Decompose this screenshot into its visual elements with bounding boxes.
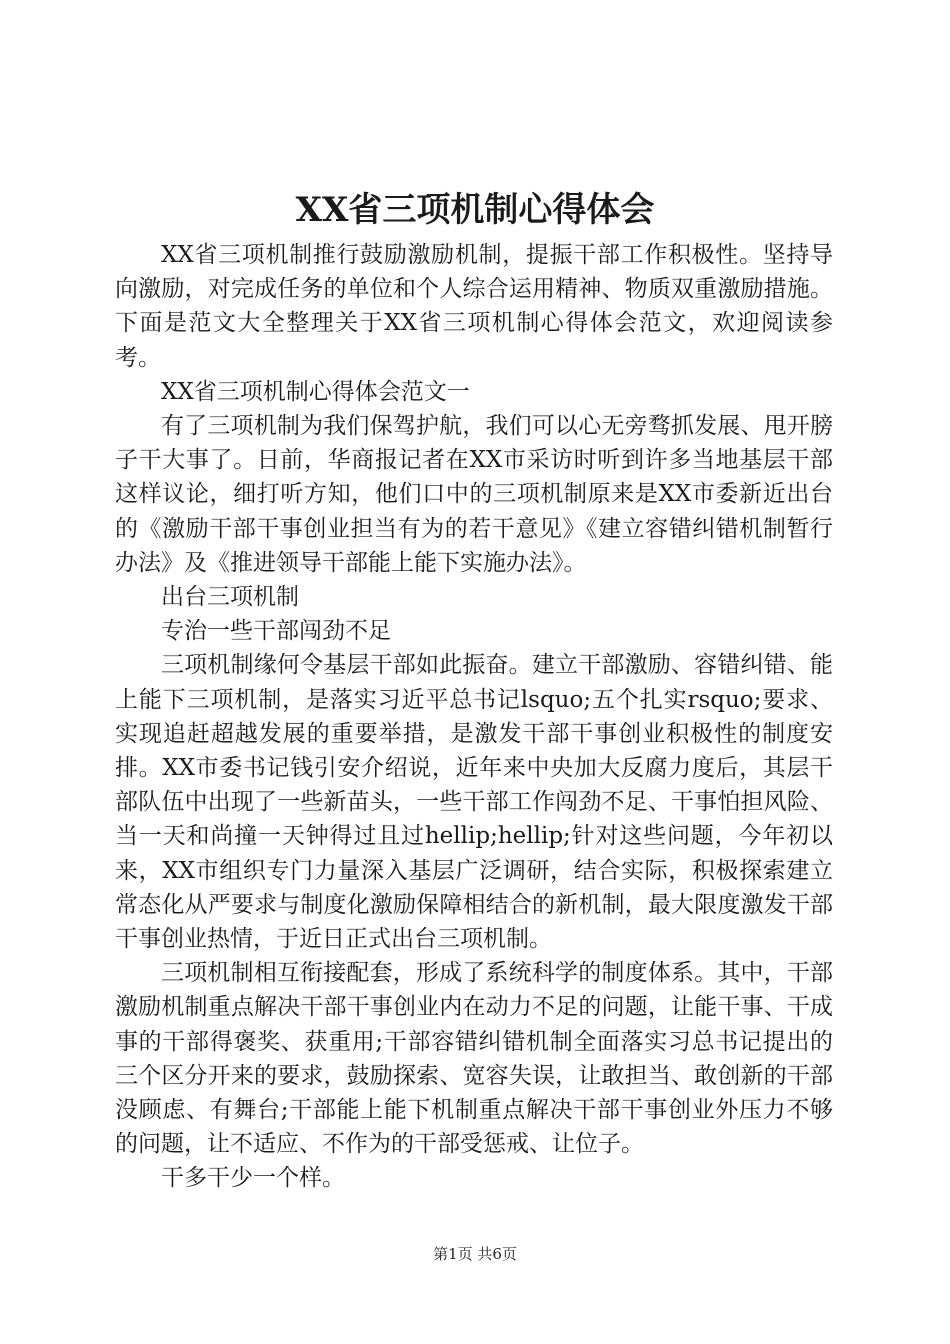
- page-number: 第1页 共6页: [433, 1245, 517, 1263]
- subheading: 出台三项机制: [161, 584, 299, 611]
- body-paragraph: 有了三项机制为我们保驾护航，我们可以心无旁骛抓发展、甩开膀子干大事了。日前，华商报记者在XX市采访时听到许多当地基层干部这样议论，细打听方知，他们口中的三项机制原来是XX市委新近出台的《激励干部干事创业担当有为的若干意见》《建立容错纠错机制暂行办法》及《推进领导干部能上能下实施办法》。: [115, 413, 833, 576]
- body-paragraph: 干多干少一个样。: [161, 1165, 345, 1192]
- body-paragraph: 三项机制相互衔接配套，形成了系统科学的制度体系。其中，干部激励机制重点解决干部干事创业内在动力不足的问题，让能干事、干成事的干部得褒奖、获重用;干部容错纠错机制全面落实习总书记提出的三个区分开来的要求，鼓励探索、宽容失误，让敢担当、敢创新的干部没顾虑、有舞台;干部能上能下机制重点解决干部干事创业外压力不够的问题，让不适应、不作为的干部受惩戒、让位子。: [115, 960, 833, 1158]
- document-body: [115, 238, 833, 1196]
- subheading: 专治一些干部闯劲不足: [161, 618, 391, 645]
- intro-paragraph: XX省三项机制推行鼓励激励机制，提振干部工作积极性。坚持导向激励，对完成任务的单位和个人综合运用精神、物质双重激励措施。下面是范文大全整理关于XX省三项机制心得体会范文，欢迎阅读参考。: [115, 242, 833, 371]
- body-paragraph: 三项机制缘何令基层干部如此振奋。建立干部激励、容错纠错、能上能下三项机制，是落实习近平总书记lsquo;五个扎实rsquo;要求、实现追赶超越发展的重要举措，是激发干部干事创业积极性的制度安排。XX市委书记钱引安介绍说，近年来中央加大反腐力度后，其层干部队伍中出现了一些新苗头，一些干部工作闯劲不足、干事怕担风险、当一天和尚撞一天钟得过且过hellip;hellip;针对这些问题，今年初以来，XX市组织专门力量深入基层广泛调研，结合实际，积极探索建立常态化从严要求与制度化激励保障相结合的新机制，最大限度激发干部干事创业热情，于近日正式出台三项机制。: [115, 652, 833, 953]
- document-title: XX省三项机制心得体会: [295, 190, 655, 230]
- section-heading: XX省三项机制心得体会范文一: [161, 378, 470, 405]
